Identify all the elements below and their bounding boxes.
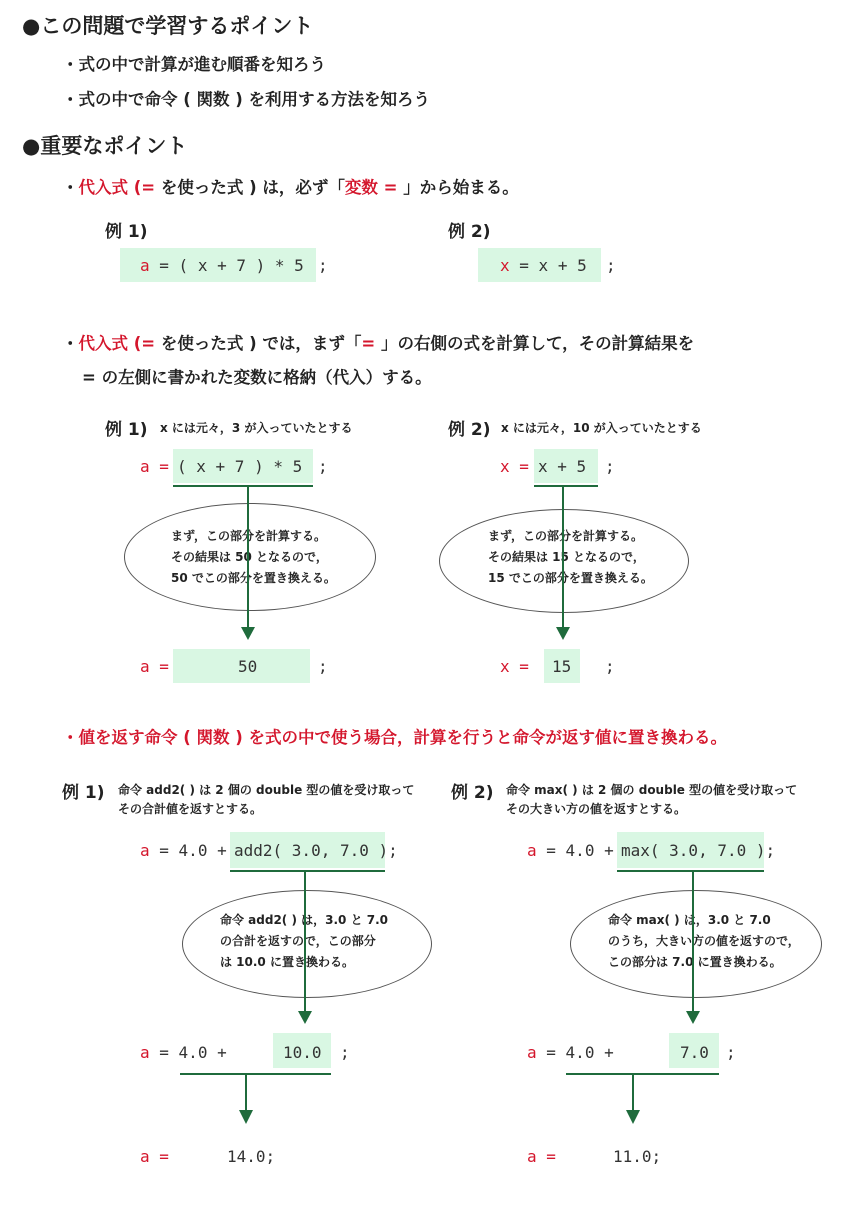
point-1-end: 」から始まる。: [397, 178, 519, 197]
demo-1-result-value: 50: [238, 657, 258, 676]
demo-2-result-var: x: [500, 657, 510, 676]
demo-2-var-name: x: [500, 457, 510, 476]
demo-1-result-eq: =: [159, 657, 169, 676]
demo-1-bubble-line-2: その結果は 50 となるので，: [171, 550, 328, 564]
example-1-expr: = ( x + 7 ) * 5: [159, 256, 304, 275]
func-1-note-line-1: 命令 add2( ) は 2 個の double 型の値を受け取って: [118, 783, 415, 797]
point-2-red2: =: [361, 334, 376, 353]
func-2-bubble-line-3: この部分は 7.0 に置き換わる。: [608, 955, 782, 969]
point-2-end: 」の右側の式を計算して，その計算結果を: [375, 334, 695, 353]
func-2-note-line-2: その大きい方の値を返すとする。: [506, 802, 687, 816]
func-1-replaced-value: 10.0: [283, 1043, 322, 1062]
example-1-semicolon: ;: [318, 256, 328, 275]
func-1-bubble-line-2: の合計を返すので，この部分: [220, 934, 376, 948]
demo-2-bubble-line-1: まず，この部分を計算する。: [488, 529, 644, 543]
func-2-final-eq: =: [546, 1147, 556, 1166]
example-1-var: a: [140, 256, 150, 275]
func-2-lhs: = 4.0 +: [546, 841, 614, 860]
section1-item-1: ・式の中で計算が進む順番を知ろう: [62, 55, 326, 74]
demo-1-label: 例 1): [105, 420, 148, 440]
func-2-var: a: [527, 841, 537, 860]
func-2-bubble-line-2: のうち，大きい方の値を返すので，: [608, 934, 800, 948]
example-2-semicolon: ;: [606, 256, 616, 275]
section1-heading: ●この問題で学習するポイント: [22, 14, 314, 38]
demo-2-bubble-line-2: その結果は 15 となるので，: [488, 550, 645, 564]
point-1-red2: 変数 =: [344, 178, 398, 197]
func-1-bubble-line-3: は 10.0 に置き換わる。: [220, 955, 354, 969]
demo-2-result-value: 15: [552, 657, 572, 676]
demo-1-bubble-line-3: 50 でこの部分を置き換える。: [171, 571, 336, 585]
func-1-step2-expr: = 4.0 +: [159, 1043, 227, 1062]
func-1-step2-var: a: [140, 1043, 150, 1062]
example-1-label: 例 1): [105, 222, 148, 242]
func-2-step2-expr: = 4.0 +: [546, 1043, 614, 1062]
demo-2-arrowhead: [556, 627, 570, 640]
func-2-bubble-line-1: 命令 max( ) は，3.0 と 7.0: [608, 913, 771, 927]
func-2-label: 例 2): [451, 783, 494, 803]
func-2-final-value: 11.0;: [613, 1147, 662, 1166]
point-1-mid: を使った式 ) は，必ず「: [160, 178, 345, 197]
func-1-arrowhead: [298, 1011, 312, 1024]
point-2-mid: を使った式 ) では，まず「: [160, 334, 362, 353]
func-2-call: max( 3.0, 7.0 );: [621, 841, 776, 860]
func-2-replaced-value: 7.0: [680, 1043, 709, 1062]
point-3: ・値を返す命令 ( 関数 ) を式の中で使う場合，計算を行うと命令が返す値に置き換わる。: [62, 728, 728, 747]
func-1-label: 例 1): [62, 783, 105, 803]
func-1-lhs: = 4.0 +: [159, 841, 227, 860]
func-2-arrowhead: [686, 1011, 700, 1024]
func-2-step2-var: a: [527, 1043, 537, 1062]
point-1-dot: ・: [62, 178, 79, 197]
example-2-label: 例 2): [448, 222, 491, 242]
func-1-var: a: [140, 841, 150, 860]
demo-1-bubble-line-1: まず，この部分を計算する。: [171, 529, 327, 543]
func-1-step2-semicolon: ;: [340, 1043, 350, 1062]
demo-1-arrowhead: [241, 627, 255, 640]
point-2-red1: 代入式 (=: [78, 334, 161, 353]
func-1-call: add2( 3.0, 7.0 );: [234, 841, 398, 860]
func-1-note-line-2: その合計値を返すとする。: [118, 802, 263, 816]
demo-2-result-semicolon: ;: [605, 657, 615, 676]
demo-2-eq: =: [519, 457, 529, 476]
func-2-final-arrowhead: [626, 1110, 640, 1124]
demo-2-result-eq: =: [519, 657, 529, 676]
func-1-final-value: 14.0;: [227, 1147, 276, 1166]
demo-1-result-var: a: [140, 657, 150, 676]
func-1-final-var-name: a: [140, 1147, 150, 1166]
demo-1-note: x には元々，3 が入っていたとする: [160, 421, 353, 435]
demo-1-expr: ( x + 7 ) * 5: [177, 457, 303, 476]
demo-2-note: x には元々，10 が入っていたとする: [501, 421, 702, 435]
demo-2-bubble-line-3: 15 でこの部分を置き換える。: [488, 571, 653, 585]
section2-heading: ●重要なポイント: [22, 134, 188, 158]
func-1-bubble-line-1: 命令 add2( ) は，3.0 と 7.0: [220, 913, 389, 927]
demo-2-semicolon: ;: [605, 457, 615, 476]
demo-1-result-semicolon: ;: [318, 657, 328, 676]
demo-1-eq: =: [159, 457, 169, 476]
point-2-line2: = の左側に書かれた変数に格納（代入）する。: [82, 368, 432, 387]
func-2-step2-semicolon: ;: [726, 1043, 736, 1062]
func-1-final-arrowhead: [239, 1110, 253, 1124]
point-1-red1: 代入式 (=: [78, 178, 161, 197]
func-2-final-var-name: a: [527, 1147, 537, 1166]
demo-1-semicolon: ;: [318, 457, 328, 476]
example-2-expr: = x + 5: [519, 256, 587, 275]
point-2-dot: ・: [62, 334, 79, 353]
func-2-note-line-1: 命令 max( ) は 2 個の double 型の値を受け取って: [506, 783, 798, 797]
demo-1-var-name: a: [140, 457, 150, 476]
example-2-var: x: [500, 256, 510, 275]
func-1-final-eq: =: [159, 1147, 169, 1166]
section1-item-2: ・式の中で命令 ( 関数 ) を利用する方法を知ろう: [62, 90, 431, 109]
demo-2-expr: x + 5: [538, 457, 587, 476]
demo-2-label: 例 2): [448, 420, 491, 440]
